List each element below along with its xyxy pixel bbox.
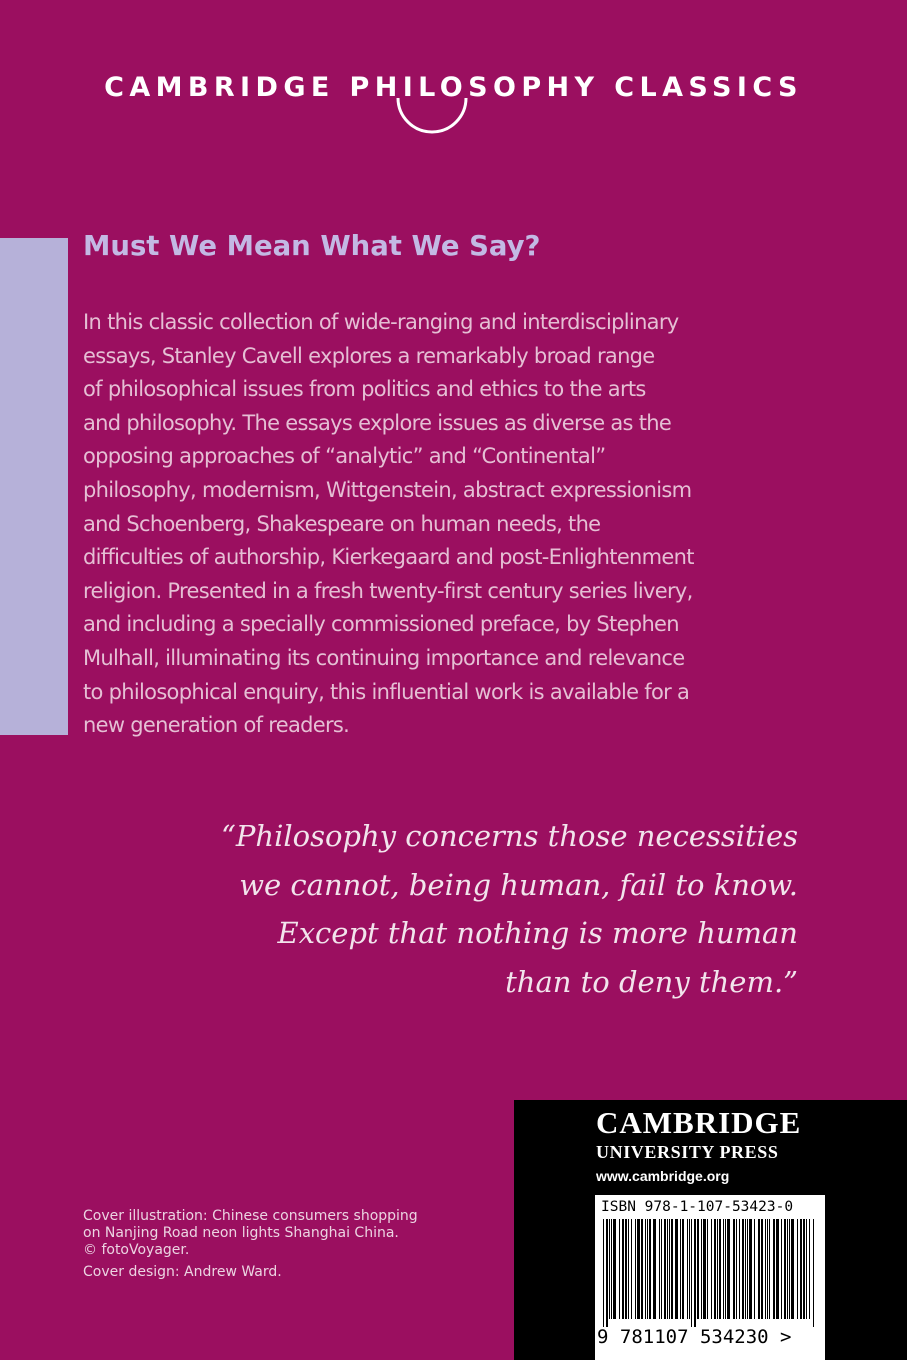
description-line: to philosophical enquiry, this influential work is available for a xyxy=(83,679,690,704)
barcode-bar xyxy=(765,1219,766,1319)
barcode-bar xyxy=(761,1219,763,1319)
barcode-digits: 9 781107 534230 > xyxy=(597,1326,792,1348)
barcode-bar xyxy=(767,1219,768,1319)
barcode-bar xyxy=(637,1219,640,1319)
barcode-bar xyxy=(733,1219,735,1319)
barcode-bar xyxy=(635,1219,636,1319)
barcode-bar xyxy=(603,1219,604,1327)
barcode-bar xyxy=(664,1219,666,1319)
quote-line: than to deny them.” xyxy=(505,964,798,999)
barcode-bar xyxy=(682,1219,684,1319)
barcode-bar xyxy=(754,1219,755,1319)
description-line: opposing approaches of “analytic” and “Continental” xyxy=(83,444,606,469)
barcode-bar xyxy=(725,1219,726,1319)
book-title: Must We Mean What We Say? xyxy=(83,230,541,262)
series-logo-arc xyxy=(392,96,472,142)
description-line: essays, Stanley Cavell explores a remarkably broad range xyxy=(83,343,655,368)
barcode-bar xyxy=(739,1219,740,1319)
description-line: In this classic collection of wide-ranging and interdisciplinary xyxy=(83,310,679,334)
barcode-bar xyxy=(736,1219,737,1319)
description-line: religion. Presented in a fresh twenty-first century series livery, xyxy=(83,578,693,603)
barcode-bar xyxy=(781,1219,782,1319)
barcode-bar xyxy=(613,1219,616,1319)
barcode-bar xyxy=(809,1219,810,1319)
barcode-bar xyxy=(631,1219,632,1319)
author-quote xyxy=(150,812,798,1006)
barcode-bar xyxy=(806,1219,807,1319)
description-line: new generation of readers. xyxy=(83,713,350,738)
design-credit: Cover design: Andrew Ward. xyxy=(83,1264,282,1280)
barcode-bar xyxy=(714,1219,716,1319)
barcode-bar xyxy=(758,1219,760,1319)
barcode-bar xyxy=(747,1219,748,1319)
quote-line: Except that nothing is more human xyxy=(277,916,798,950)
barcode-bar xyxy=(742,1219,744,1319)
barcode-bar xyxy=(649,1219,651,1319)
publisher-website: www.cambridge.org xyxy=(596,1168,730,1184)
barcode-bar xyxy=(719,1219,721,1319)
barcode-bar xyxy=(717,1219,718,1319)
barcode-bar xyxy=(701,1219,702,1319)
barcode-bar xyxy=(791,1219,794,1319)
barcode-bar xyxy=(776,1219,779,1319)
barcode-bar xyxy=(749,1219,752,1319)
barcode-bar xyxy=(669,1219,670,1319)
barcode-bar xyxy=(691,1219,692,1327)
barcode-bar xyxy=(773,1219,775,1319)
barcode-bar xyxy=(609,1219,610,1319)
series-name: CAMBRIDGE PHILOSOPHY CLASSICS xyxy=(104,72,803,103)
barcode-bar xyxy=(800,1219,802,1319)
description-line: and including a specially commissioned preface, by Stephen xyxy=(83,612,679,637)
barcode-bar xyxy=(797,1219,798,1319)
barcode-bar xyxy=(675,1219,678,1319)
barcode-bar xyxy=(723,1219,724,1319)
quote-line: we cannot, being human, fail to know. xyxy=(239,867,798,902)
description-line: Mulhall, illuminating its continuing importance and relevance xyxy=(83,645,685,670)
barcode-bar xyxy=(745,1219,746,1319)
description-line: difficulties of authorship, Kierkegaard and post-Enlightenment xyxy=(83,545,694,570)
illustration-credit-line: on Nanjing Road neon lights Shanghai China. xyxy=(83,1225,399,1241)
barcode-bar xyxy=(619,1219,620,1319)
barcode-bar xyxy=(661,1219,662,1319)
barcode-bar xyxy=(703,1219,706,1319)
description-line: philosophy, modernism, Wittgenstein, abstract expressionism xyxy=(83,477,692,502)
barcode-bar xyxy=(711,1219,712,1319)
barcode-bar xyxy=(689,1219,690,1319)
publisher-barcode-panel xyxy=(514,1100,907,1360)
barcode-bar xyxy=(628,1219,629,1319)
barcode-bar xyxy=(611,1219,612,1319)
description-line: and Schoenberg, Shakespeare on human needs, the xyxy=(83,511,601,536)
barcode-bar xyxy=(769,1219,770,1319)
barcode-bar xyxy=(659,1219,660,1319)
book-description xyxy=(83,306,823,743)
barcode-box xyxy=(595,1195,825,1360)
barcode-bar xyxy=(787,1219,788,1319)
barcode-bar xyxy=(647,1219,648,1319)
illustration-credit-line: Cover illustration: Chinese consumers shopping xyxy=(83,1208,418,1224)
publisher-name: CAMBRIDGE xyxy=(596,1105,802,1140)
isbn-label: ISBN 978-1-107-53423-0 xyxy=(601,1199,794,1215)
barcode-bar xyxy=(803,1219,805,1319)
barcode-bar xyxy=(606,1219,608,1327)
barcode-bar xyxy=(653,1219,656,1319)
barcode-bar xyxy=(813,1219,814,1327)
barcode-bar xyxy=(641,1219,643,1319)
barcode-bar xyxy=(694,1219,696,1327)
cover-credits xyxy=(83,1208,418,1281)
barcode-bar xyxy=(727,1219,730,1319)
barcode-bar xyxy=(680,1219,681,1319)
barcode-bars xyxy=(603,1219,817,1327)
barcode-bar xyxy=(671,1219,673,1319)
accent-side-bar xyxy=(0,238,68,735)
quote-line: “Philosophy concerns those necessities xyxy=(221,819,798,853)
description-line: of philosophical issues from politics and ethics to the arts xyxy=(83,377,646,402)
barcode-bar xyxy=(789,1219,790,1319)
barcode-bar xyxy=(697,1219,699,1319)
illustration-credit-line: © fotoVoyager. xyxy=(83,1242,190,1258)
barcode-bar xyxy=(784,1219,786,1319)
barcode-bar xyxy=(625,1219,627,1319)
barcode-bar xyxy=(645,1219,646,1319)
barcode-bar xyxy=(707,1219,708,1319)
barcode-bar xyxy=(687,1219,688,1319)
description-line: and philosophy. The essays explore issues as diverse as the xyxy=(83,410,672,435)
barcode-bar xyxy=(667,1219,668,1319)
publisher-subname: UNIVERSITY PRESS xyxy=(596,1142,779,1162)
barcode-bar xyxy=(622,1219,624,1319)
